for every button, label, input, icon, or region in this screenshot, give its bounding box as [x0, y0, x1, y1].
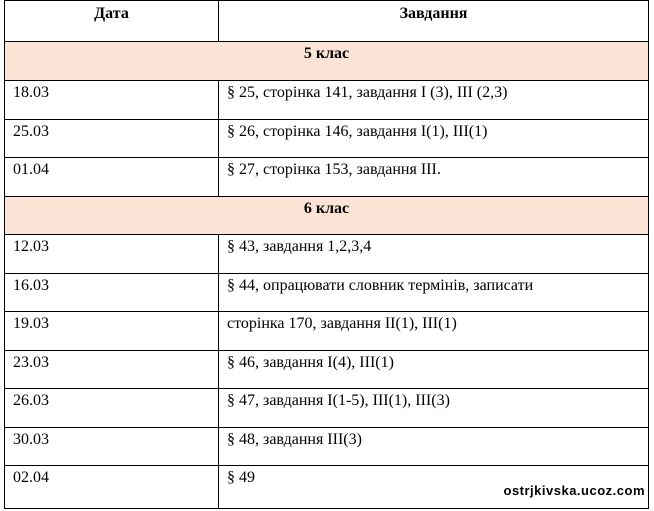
- date-cell: 26.03: [5, 389, 219, 428]
- date-cell: 23.03: [5, 351, 219, 389]
- date-cell: 25.03: [5, 120, 219, 158]
- site-watermark: ostrjkivska.ucoz.com: [501, 483, 649, 498]
- date-column-header: Дата: [5, 1, 219, 42]
- homework-table: [4, 0, 649, 509]
- date-cell: 19.03: [5, 312, 219, 351]
- task-column-header: Завдання: [219, 1, 649, 42]
- task-cell: сторінка 170, завдання ІІ(1), ІІІ(1): [219, 312, 649, 351]
- table-row: [5, 235, 649, 274]
- date-cell: 30.03: [5, 428, 219, 466]
- task-cell: § 46, завдання І(4), ІІІ(1): [219, 351, 649, 389]
- task-cell: § 25, сторінка 141, завдання І (3), ІІІ (2,3): [219, 81, 649, 120]
- table-row: [5, 428, 649, 466]
- task-cell: § 48, завдання ІІІ(3): [219, 428, 649, 466]
- table-row: [5, 389, 649, 428]
- date-cell: 18.03: [5, 81, 219, 120]
- table-row: [5, 312, 649, 351]
- task-cell: § 27, сторінка 153, завдання ІІІ.: [219, 158, 649, 197]
- task-cell: § 47, завдання І(1-5), ІІІ(1), ІІІ(3): [219, 389, 649, 428]
- task-cell: § 26, сторінка 146, завдання І(1), ІІІ(1): [219, 120, 649, 158]
- section-title: 6 клас: [5, 197, 649, 235]
- date-cell: 01.04: [5, 158, 219, 197]
- date-cell: 16.03: [5, 274, 219, 312]
- table-header-row: [5, 1, 649, 42]
- table-row: [5, 120, 649, 158]
- task-cell: § 44, опрацювати словник термінів, записати: [219, 274, 649, 312]
- table-row: [5, 81, 649, 120]
- section-row-grade-6: [5, 197, 649, 235]
- date-cell: 02.04: [5, 466, 219, 509]
- section-title: 5 клас: [5, 42, 649, 81]
- table-row: [5, 274, 649, 312]
- table-row: [5, 158, 649, 197]
- date-cell: 12.03: [5, 235, 219, 274]
- section-row-grade-5: [5, 42, 649, 81]
- task-cell: § 49: [219, 466, 649, 509]
- table-row: [5, 351, 649, 389]
- task-cell: § 43, завдання 1,2,3,4: [219, 235, 649, 274]
